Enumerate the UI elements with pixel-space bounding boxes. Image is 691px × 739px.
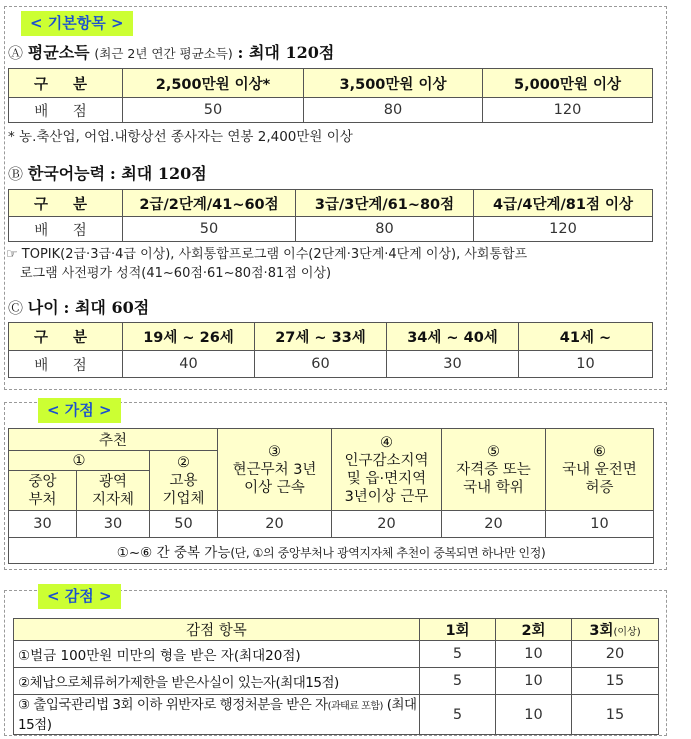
bonus-header-3-num: ③ bbox=[268, 443, 281, 460]
bonus-value-1: 30 bbox=[77, 511, 150, 538]
basic-items-tag: < 기본항목 > bbox=[21, 11, 133, 36]
section-c-title: 나이 bbox=[27, 298, 59, 317]
deduct-row-1-item: ②체납으로체류허가제한을 받은사실이 있는자(최대15점) bbox=[14, 668, 420, 695]
bonus-header-4 bbox=[332, 429, 442, 511]
bonus-value-5: 20 bbox=[442, 511, 546, 538]
bonus-header-1b-line1: 광역 bbox=[98, 473, 127, 490]
table-b-header-1: 2급/2단계/41~60점 bbox=[123, 190, 296, 217]
bonus-value-2: 50 bbox=[150, 511, 218, 538]
deduct-row-0-v1: 10 bbox=[496, 641, 572, 668]
table-c-value-1: 60 bbox=[255, 351, 387, 378]
bonus-header-4-line3: 3년이상 근무 bbox=[344, 488, 429, 505]
deduct-row-2-v2: 15 bbox=[572, 695, 659, 735]
deduct-row-0-item: ①벌금 100만원 미만의 형을 받은 자(최대20점) bbox=[14, 641, 420, 668]
section-b-max: : 최대 120점 bbox=[109, 164, 207, 183]
table-b-note bbox=[6, 245, 527, 283]
section-a-max: : 최대 120점 bbox=[237, 43, 335, 62]
bonus-footer-main: ①~⑥ 간 중복 가능 bbox=[116, 544, 231, 561]
deduct-tag: < 감점 > bbox=[38, 584, 121, 609]
section-b-title: 한국어능력 bbox=[27, 164, 106, 183]
bonus-header-3-line2: 이상 근속 bbox=[244, 479, 305, 496]
table-a-header-3: 5,000만원 이상 bbox=[483, 69, 653, 98]
table-b-value-2: 120 bbox=[474, 217, 653, 242]
bonus-header-4-line1: 인구감소지역 bbox=[344, 452, 429, 469]
table-c-header-2: 27세 ~ 33세 bbox=[255, 323, 387, 351]
bonus-header-6-num: ⑥ bbox=[593, 443, 606, 460]
bonus-header-3-line1: 현근무처 3년 bbox=[232, 461, 317, 478]
bonus-header-6-line1: 국내 운전면 bbox=[562, 461, 637, 478]
table-a-note: * 농.축산업, 어업.내항상선 종사자는 연봉 2,400만원 이상 bbox=[8, 129, 353, 145]
bonus-header-5 bbox=[442, 429, 546, 511]
bonus-header-1: ① bbox=[9, 451, 150, 471]
section-b-heading bbox=[8, 164, 207, 184]
section-a-sub: (최근 2년 연간 평균소득) bbox=[94, 46, 233, 61]
deduct-header-2: 2회 bbox=[496, 619, 572, 641]
deduct-table bbox=[13, 618, 659, 735]
deduct-row-1-v0: 5 bbox=[420, 668, 496, 695]
deduct-header-3 bbox=[572, 619, 659, 641]
table-c-header-0: 구 분 bbox=[9, 323, 123, 351]
table-a-row-label: 배 점 bbox=[9, 98, 123, 123]
deduct-row-2-v0: 5 bbox=[420, 695, 496, 735]
bonus-header-1b-line2: 지자체 bbox=[91, 491, 135, 508]
table-a-value-2: 120 bbox=[483, 98, 653, 123]
table-c-header-3: 34세 ~ 40세 bbox=[387, 323, 519, 351]
table-b bbox=[8, 189, 653, 242]
bonus-value-0: 30 bbox=[9, 511, 77, 538]
deduct-row-2-item bbox=[14, 695, 420, 735]
bonus-tag: < 가점 > bbox=[38, 398, 121, 423]
table-c-header-4: 41세 ~ bbox=[519, 323, 653, 351]
bonus-header-2-num: ② bbox=[177, 454, 190, 471]
table-c bbox=[8, 322, 653, 378]
table-b-note-line1: ☞ TOPIK(2급·3급·4급 이상), 사회통합프로그램 이수(2단계·3단계·4단계 이상), 사회통합프 bbox=[6, 247, 528, 262]
deduct-row-1-v2: 15 bbox=[572, 668, 659, 695]
deduct-row-0-v0: 5 bbox=[420, 641, 496, 668]
table-c-value-2: 30 bbox=[387, 351, 519, 378]
table-b-value-1: 80 bbox=[296, 217, 474, 242]
table-b-header-0: 구 분 bbox=[9, 190, 123, 217]
deduct-row-0-v2: 20 bbox=[572, 641, 659, 668]
table-b-header-3: 4급/4단계/81점 이상 bbox=[474, 190, 653, 217]
table-c-header-1: 19세 ~ 26세 bbox=[123, 323, 255, 351]
deduct-row-1-v1: 10 bbox=[496, 668, 572, 695]
bonus-header-2-line2: 기업체 bbox=[162, 490, 205, 507]
table-a-value-0: 50 bbox=[123, 98, 304, 123]
bonus-header-1b bbox=[77, 471, 150, 511]
table-a-header-2: 3,500만원 이상 bbox=[304, 69, 483, 98]
section-a-heading bbox=[8, 43, 334, 64]
marker-c: Ⓒ bbox=[8, 299, 24, 317]
bonus-header-4-num: ④ bbox=[380, 434, 393, 451]
bonus-header-5-num: ⑤ bbox=[487, 443, 500, 460]
table-a-header-1: 2,500만원 이상* bbox=[123, 69, 304, 98]
section-c-max: : 최대 60점 bbox=[63, 298, 150, 317]
deduct-row-2-item-tail: (최대15점) bbox=[18, 696, 417, 733]
bonus-header-2-line1: 고용 bbox=[169, 472, 198, 489]
table-b-note-line2: 로그램 사전평가 성적(41~60점·61~80점·81점 이상) bbox=[20, 266, 332, 281]
bonus-header-3 bbox=[218, 429, 332, 511]
bonus-value-6: 10 bbox=[546, 511, 654, 538]
table-c-value-3: 10 bbox=[519, 351, 653, 378]
table-b-header-2: 3급/3단계/61~80점 bbox=[296, 190, 474, 217]
bonus-header-5-line2: 국내 학위 bbox=[463, 479, 524, 496]
bonus-value-3: 20 bbox=[218, 511, 332, 538]
bonus-header-1a-line2: 부처 bbox=[28, 491, 57, 508]
bonus-footer-paren: (단, ①의 중앙부처나 광역지자체 추천이 중복되면 하나만 인정) bbox=[230, 545, 546, 560]
marker-b: Ⓑ bbox=[8, 165, 24, 183]
table-a bbox=[8, 68, 653, 123]
bonus-recommend-header: 추천 bbox=[9, 429, 218, 451]
section-c-heading bbox=[8, 298, 149, 318]
bonus-footer bbox=[9, 538, 654, 564]
bonus-header-2 bbox=[150, 451, 218, 511]
deduct-header-1: 1회 bbox=[420, 619, 496, 641]
table-c-row-label: 배 점 bbox=[9, 351, 123, 378]
bonus-header-1a bbox=[9, 471, 77, 511]
table-b-value-0: 50 bbox=[123, 217, 296, 242]
bonus-header-6 bbox=[546, 429, 654, 511]
deduct-row-2-v1: 10 bbox=[496, 695, 572, 735]
deduct-row-2-item-small: (과태료 포함) bbox=[327, 700, 383, 712]
bonus-header-6-line2: 허증 bbox=[585, 479, 614, 496]
table-c-value-0: 40 bbox=[123, 351, 255, 378]
deduct-header-0: 감점 항목 bbox=[14, 619, 420, 641]
table-a-header-0: 구 분 bbox=[9, 69, 123, 98]
bonus-header-1a-line1: 중앙 bbox=[28, 473, 57, 490]
bonus-header-5-line1: 자격증 또는 bbox=[456, 461, 531, 478]
deduct-row-2-item-main: ③ 출입국관리법 3회 이하 위반자로 행정처분을 받은 자 bbox=[18, 696, 328, 713]
section-a-title: 평균소득 bbox=[27, 43, 90, 62]
deduct-header-3-suffix: (이상) bbox=[613, 627, 641, 638]
table-a-value-1: 80 bbox=[304, 98, 483, 123]
bonus-header-4-line2: 및 읍·면지역 bbox=[346, 470, 427, 487]
bonus-value-4: 20 bbox=[332, 511, 442, 538]
marker-a: Ⓐ bbox=[8, 44, 24, 62]
deduct-header-3-label: 3회 bbox=[589, 623, 614, 639]
bonus-table bbox=[8, 428, 654, 564]
table-b-row-label: 배 점 bbox=[9, 217, 123, 242]
